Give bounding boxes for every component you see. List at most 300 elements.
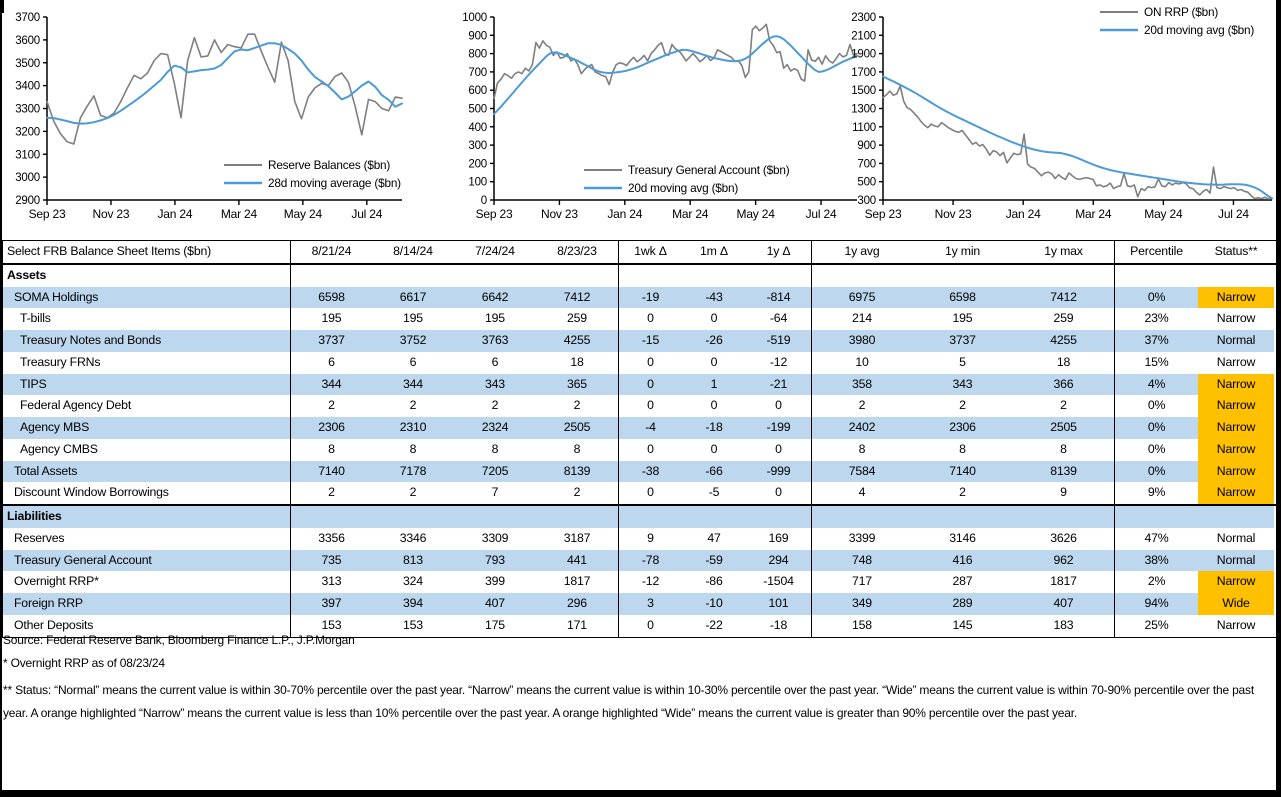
value-cell: -43 — [682, 287, 746, 309]
percentile-cell: 0% — [1114, 417, 1198, 439]
value-cell: 2 — [811, 395, 912, 417]
value-cell: 296 — [536, 593, 618, 615]
reserve-balances-chart — [2, 0, 432, 236]
status-cell: Normal — [1198, 330, 1274, 352]
value-cell: 313 — [290, 571, 372, 593]
y-axis-tick-label: 700 — [468, 66, 487, 79]
value-cell: 294 — [746, 550, 811, 572]
value-cell: 962 — [1013, 550, 1114, 572]
value-cell: 6598 — [912, 287, 1013, 309]
empty-cell — [618, 265, 682, 287]
y-axis-tick-label: 2300 — [851, 12, 876, 24]
table-row — [3, 374, 1276, 396]
value-cell: 0 — [710, 354, 718, 369]
value-cell: 3346 — [399, 530, 427, 545]
y-axis-tick-label: 900 — [468, 30, 487, 43]
value-cell: -12 — [618, 571, 682, 593]
x-axis-tick-label: May 24 — [736, 207, 775, 221]
value-cell: 0 — [775, 485, 782, 500]
value-cell: 0 — [618, 395, 682, 417]
y-axis-tick-label: 3400 — [15, 80, 40, 93]
row-label: Other Deposits — [14, 617, 94, 632]
row-label: Treasury Notes and Bonds — [3, 330, 290, 352]
y-axis-tick-label: 3300 — [15, 103, 40, 116]
empty-cell — [372, 265, 454, 287]
empty-cell — [1114, 506, 1198, 528]
y-axis-tick-label: 3600 — [15, 34, 40, 47]
value-cell: 441 — [536, 550, 618, 572]
value-cell: -4 — [618, 417, 682, 439]
y-axis-tick-label: 600 — [468, 85, 487, 98]
value-cell: 7412 — [536, 287, 618, 309]
y-axis-tick-label: 900 — [857, 140, 876, 153]
balance-sheet-table — [2, 240, 1277, 638]
percentile-cell: 37% — [1114, 330, 1198, 352]
y-axis-tick-label: 3000 — [15, 172, 40, 185]
value-cell: 6598 — [290, 287, 372, 309]
empty-cell — [1198, 506, 1274, 528]
on-rrp-chart — [845, 0, 1277, 236]
value-cell: -86 — [705, 574, 723, 589]
value-cell: 813 — [372, 550, 454, 572]
value-cell: 3737 — [912, 330, 1013, 352]
y-axis-tick-label: 3500 — [15, 57, 40, 70]
value-cell: 7 — [491, 485, 499, 500]
value-cell: 7178 — [372, 461, 454, 483]
percentile-cell: 25% — [1114, 615, 1198, 637]
value-cell: 3 — [618, 593, 682, 615]
value-cell: 7412 — [1013, 287, 1114, 309]
y-axis-tick-label: 300 — [857, 195, 876, 207]
value-cell: -22 — [705, 617, 723, 632]
y-axis-tick-label: 1900 — [851, 48, 876, 61]
value-cell: 195 — [952, 311, 973, 326]
value-cell: 416 — [912, 550, 1013, 572]
value-cell: 344 — [372, 374, 454, 396]
value-cell: 3146 — [949, 530, 976, 545]
value-cell: -78 — [618, 550, 682, 572]
row-label: Federal Agency Debt — [20, 398, 132, 413]
row-label: Agency MBS — [3, 417, 290, 439]
value-cell: 2 — [409, 398, 417, 413]
source-footnote: Source: Federal Reserve Bank, Bloomberg Finance L.P., J.P.Morgan — [3, 633, 355, 647]
table-row — [3, 330, 1276, 352]
empty-cell — [454, 506, 536, 528]
value-cell: -38 — [618, 461, 682, 483]
column-header: 1wk Δ — [618, 241, 682, 263]
value-cell: 2310 — [372, 417, 454, 439]
percentile-cell: 4% — [1114, 374, 1198, 396]
value-cell: 2 — [573, 398, 581, 413]
column-header: Percentile — [1114, 241, 1198, 263]
column-header: 8/21/24 — [290, 241, 372, 263]
empty-cell — [1013, 265, 1114, 287]
y-axis-tick-label: 200 — [468, 158, 487, 171]
value-cell: 407 — [1013, 593, 1114, 615]
row-label: Foreign RRP — [3, 593, 290, 615]
status-cell: Narrow — [1198, 374, 1274, 396]
x-axis-tick-label: Jul 24 — [351, 207, 383, 221]
table-row — [3, 504, 1276, 528]
status-cell: Wide — [1198, 593, 1274, 615]
y-axis-tick-label: 3200 — [15, 126, 40, 139]
value-cell: 3309 — [481, 530, 509, 545]
value-cell: 2 — [959, 398, 966, 413]
value-cell: 153 — [290, 615, 372, 637]
value-cell: 399 — [485, 574, 505, 589]
x-axis-tick-label: Jan 24 — [1005, 207, 1041, 221]
value-cell: 8139 — [536, 461, 618, 483]
value-cell: -18 — [682, 417, 746, 439]
empty-cell — [811, 265, 912, 287]
value-cell: 2 — [491, 398, 499, 413]
value-cell: 748 — [811, 550, 912, 572]
value-cell: 3356 — [290, 528, 372, 550]
column-header: 1m Δ — [700, 244, 728, 258]
table-header-row — [3, 241, 1276, 265]
x-axis-tick-label: May 24 — [283, 207, 322, 221]
value-cell: 8 — [959, 441, 966, 456]
y-axis-tick-label: 300 — [468, 140, 487, 153]
status-cell: Narrow — [1198, 287, 1274, 309]
value-cell: -1504 — [763, 574, 794, 589]
value-cell: 0 — [775, 398, 782, 413]
column-header: 8/14/24 — [393, 244, 433, 258]
status-cell: Narrow — [1216, 311, 1256, 326]
value-cell: 3626 — [1050, 530, 1077, 545]
status-cell: Normal — [1216, 530, 1256, 545]
legend-label: 20d moving avg ($bn) — [1144, 23, 1255, 37]
value-cell: 366 — [1013, 374, 1114, 396]
x-axis-tick-label: Sep 23 — [864, 207, 902, 221]
status-cell: Narrow — [1198, 482, 1274, 504]
value-cell: 195 — [290, 308, 372, 330]
x-axis-tick-label: May 24 — [1144, 207, 1183, 221]
value-cell: 0 — [618, 482, 682, 504]
value-cell: 2306 — [912, 417, 1013, 439]
empty-cell — [912, 506, 1013, 528]
value-cell: 343 — [912, 374, 1013, 396]
value-cell: -64 — [769, 311, 788, 326]
table-row — [3, 461, 1276, 483]
y-axis-tick-label: 1700 — [851, 66, 876, 79]
value-cell: -5 — [708, 485, 720, 500]
value-cell: -21 — [746, 374, 811, 396]
onrrp-series-line-0 — [883, 86, 1272, 199]
status-cell: Narrow — [1198, 395, 1274, 417]
x-axis-tick-label: Jul 24 — [805, 207, 837, 221]
value-cell: -199 — [746, 417, 811, 439]
value-cell: 6 — [491, 354, 499, 369]
value-cell: 365 — [536, 374, 618, 396]
empty-cell — [618, 506, 682, 528]
value-cell: 7140 — [912, 461, 1013, 483]
value-cell: 101 — [746, 593, 811, 615]
value-cell: 2 — [959, 485, 966, 500]
value-cell: -12 — [769, 354, 788, 369]
y-axis-tick-label: 1100 — [852, 121, 876, 134]
value-cell: -814 — [746, 287, 811, 309]
value-cell: 8139 — [1013, 461, 1114, 483]
tga-series-line-0 — [494, 24, 857, 98]
x-axis-tick-label: Sep 23 — [475, 207, 513, 221]
value-cell: 6 — [409, 354, 417, 369]
column-header: 1y min — [944, 244, 981, 258]
empty-cell — [290, 506, 372, 528]
value-cell: -66 — [682, 461, 746, 483]
table-row — [3, 265, 1276, 287]
section-label: Assets — [7, 267, 47, 282]
empty-cell — [912, 265, 1013, 287]
row-label: T-bills — [20, 311, 51, 326]
value-cell: 3737 — [290, 330, 372, 352]
value-cell: 259 — [1053, 311, 1074, 326]
value-cell: 0 — [710, 441, 718, 456]
value-cell: 9 — [1060, 485, 1067, 500]
status-cell: Narrow — [1216, 617, 1256, 632]
column-header: Status** — [1214, 244, 1258, 258]
empty-cell — [1114, 265, 1198, 287]
value-cell: 195 — [485, 311, 505, 326]
legend-label: 28d moving average ($bn) — [268, 176, 401, 190]
value-cell: 793 — [454, 550, 536, 572]
table-row — [3, 287, 1276, 309]
table-row — [3, 439, 1276, 461]
value-cell: 0 — [618, 615, 682, 637]
reserve-balances-svg — [2, 0, 432, 236]
value-cell: 18 — [1056, 354, 1071, 369]
value-cell: -19 — [618, 287, 682, 309]
empty-cell — [1198, 265, 1274, 287]
y-axis-tick-label: 1000 — [462, 12, 487, 24]
empty-cell — [746, 265, 811, 287]
x-axis-tick-label: Jul 24 — [1218, 207, 1249, 221]
empty-cell — [290, 265, 372, 287]
page-border-bottom — [0, 790, 1281, 797]
value-cell: 289 — [912, 593, 1013, 615]
onrrp-series-line-1 — [883, 77, 1272, 199]
value-cell: 6 — [290, 352, 372, 374]
y-axis-tick-label: 3700 — [15, 12, 40, 24]
legend-label: ON RRP ($bn) — [1144, 5, 1219, 19]
y-axis-tick-label: 1300 — [851, 103, 876, 116]
value-cell: -26 — [682, 330, 746, 352]
column-header: 8/23/23 — [557, 244, 597, 258]
value-cell: 3763 — [454, 330, 536, 352]
legend-label: 20d moving avg ($bn) — [628, 181, 739, 195]
value-cell: -519 — [746, 330, 811, 352]
value-cell: 0 — [618, 439, 682, 461]
percentile-cell: 94% — [1114, 593, 1198, 615]
row-label: Discount Window Borrowings — [14, 485, 169, 500]
value-cell: 8 — [1060, 441, 1067, 456]
row-label: Treasury General Account — [3, 550, 290, 572]
value-cell: 735 — [290, 550, 372, 572]
table-row — [3, 593, 1276, 615]
status-cell: Normal — [1198, 550, 1274, 572]
value-cell: 0 — [618, 352, 682, 374]
legend-label: Reserve Balances ($bn) — [268, 158, 391, 172]
value-cell: 7584 — [811, 461, 912, 483]
empty-cell — [536, 265, 618, 287]
value-cell: 47 — [707, 530, 721, 545]
x-axis-tick-label: Mar 24 — [220, 207, 257, 221]
value-cell: 6617 — [372, 287, 454, 309]
value-cell: -999 — [746, 461, 811, 483]
tga-svg — [432, 0, 860, 236]
value-cell: 0 — [710, 311, 718, 326]
percentile-cell: 0% — [1114, 439, 1198, 461]
value-cell: -10 — [682, 593, 746, 615]
value-cell: 2 — [290, 395, 372, 417]
percentile-cell: 0% — [1114, 287, 1198, 309]
y-axis-tick-label: 2900 — [15, 195, 40, 207]
table-row — [3, 528, 1276, 550]
value-cell: 349 — [811, 593, 912, 615]
value-cell: 8 — [290, 439, 372, 461]
empty-cell — [682, 265, 746, 287]
value-cell: 358 — [811, 374, 912, 396]
value-cell: 9 — [618, 528, 682, 550]
y-axis-tick-label: 800 — [468, 48, 487, 61]
row-label: Agency CMBS — [20, 441, 98, 456]
y-axis-tick-label: 2100 — [851, 30, 876, 43]
value-cell: 0 — [775, 441, 782, 456]
value-cell: 324 — [403, 574, 423, 589]
percentile-cell: 38% — [1114, 550, 1198, 572]
value-cell: 2 — [573, 485, 581, 500]
row-label: Reserves — [14, 530, 65, 545]
y-axis-tick-label: 3100 — [15, 149, 40, 162]
value-cell: 397 — [290, 593, 372, 615]
table-row — [3, 352, 1276, 374]
rrp-asof-footnote: * Overnight RRP as of 08/23/24 — [3, 656, 165, 670]
value-cell: -15 — [618, 330, 682, 352]
y-axis-tick-label: 100 — [468, 176, 487, 189]
empty-cell — [746, 506, 811, 528]
x-axis-tick-label: Nov 23 — [92, 207, 130, 221]
table-row — [3, 571, 1276, 593]
value-cell: 8 — [409, 441, 417, 456]
column-header: 1y avg — [811, 241, 912, 263]
value-cell: 4 — [811, 482, 912, 504]
charts-row — [0, 0, 1281, 236]
empty-cell — [1013, 506, 1114, 528]
percentile-cell: 23% — [1114, 308, 1198, 330]
value-cell: 344 — [290, 374, 372, 396]
table-row — [3, 550, 1276, 572]
value-cell: 8 — [491, 441, 499, 456]
x-axis-tick-label: Nov 23 — [540, 207, 578, 221]
value-cell: 3187 — [563, 530, 591, 545]
status-cell: Narrow — [1198, 417, 1274, 439]
table-row — [3, 417, 1276, 439]
value-cell: 2505 — [536, 417, 618, 439]
percentile-cell: 0% — [1114, 461, 1198, 483]
x-axis-tick-label: Mar 24 — [672, 207, 709, 221]
x-axis-tick-label: Sep 23 — [28, 207, 66, 221]
table-row — [3, 308, 1276, 330]
y-axis-tick-label: 700 — [857, 158, 876, 171]
value-cell: 8 — [811, 439, 912, 461]
value-cell: 169 — [768, 530, 789, 545]
x-axis-tick-label: Mar 24 — [1075, 207, 1112, 221]
percentile-cell: 15% — [1114, 352, 1198, 374]
row-label: Treasury FRNs — [20, 354, 101, 369]
x-axis-tick-label: Jan 24 — [157, 207, 193, 221]
reserve-balances-series-line-0 — [47, 34, 402, 144]
percentile-cell: 0% — [1114, 395, 1198, 417]
value-cell: 0 — [618, 308, 682, 330]
value-cell: 717 — [811, 571, 912, 593]
y-axis-tick-label: 0 — [480, 195, 487, 207]
status-cell: Narrow — [1198, 439, 1274, 461]
value-cell: 4255 — [536, 330, 618, 352]
row-label: Overnight RRP* — [14, 574, 99, 589]
value-cell: 287 — [952, 574, 973, 589]
value-cell: 6975 — [811, 287, 912, 309]
value-cell: 195 — [403, 311, 423, 326]
x-axis-tick-label: Jan 24 — [607, 207, 643, 221]
table-row — [3, 482, 1276, 504]
empty-cell — [682, 506, 746, 528]
value-cell: -59 — [682, 550, 746, 572]
value-cell: 259 — [567, 311, 587, 326]
value-cell: 2505 — [1013, 417, 1114, 439]
empty-cell — [372, 506, 454, 528]
y-axis-tick-label: 500 — [857, 176, 876, 189]
value-cell: 183 — [1053, 617, 1074, 632]
value-cell: 18 — [570, 354, 584, 369]
value-cell: 2 — [409, 485, 417, 500]
value-cell: 3980 — [811, 330, 912, 352]
value-cell: 1817 — [1050, 574, 1077, 589]
value-cell: 2 — [1060, 398, 1067, 413]
value-cell: 175 — [485, 617, 505, 632]
value-cell: 4255 — [1013, 330, 1114, 352]
column-header: 1y max — [1044, 244, 1083, 258]
onrrp-svg — [845, 0, 1277, 236]
value-cell: 214 — [811, 308, 912, 330]
value-cell: 7205 — [454, 461, 536, 483]
x-axis-tick-label: Nov 23 — [934, 207, 972, 221]
row-label: Total Assets — [3, 461, 290, 483]
value-cell: 8 — [573, 441, 581, 456]
value-cell: 1817 — [563, 574, 591, 589]
value-cell: 7140 — [290, 461, 372, 483]
value-cell: 6642 — [454, 287, 536, 309]
section-label: Liabilities — [3, 506, 290, 528]
column-header: 7/24/24 — [475, 244, 515, 258]
status-cell: Narrow — [1198, 461, 1274, 483]
empty-cell — [536, 506, 618, 528]
empty-cell — [811, 506, 912, 528]
value-cell: 158 — [811, 615, 912, 637]
value-cell: 2 — [290, 482, 372, 504]
table-row — [3, 395, 1276, 417]
value-cell: 10 — [811, 352, 912, 374]
y-axis-tick-label: 400 — [468, 121, 487, 134]
legend-label: Treasury General Account ($bn) — [628, 163, 790, 177]
value-cell: 171 — [567, 617, 587, 632]
y-axis-tick-label: 1500 — [851, 85, 876, 98]
table-title-header: Select FRB Balance Sheet Items ($bn) — [7, 244, 211, 258]
treasury-general-account-chart — [432, 0, 860, 236]
value-cell: 145 — [952, 617, 973, 632]
value-cell: 5 — [959, 354, 966, 369]
value-cell: 2306 — [290, 417, 372, 439]
column-header: 1y Δ — [766, 244, 791, 258]
